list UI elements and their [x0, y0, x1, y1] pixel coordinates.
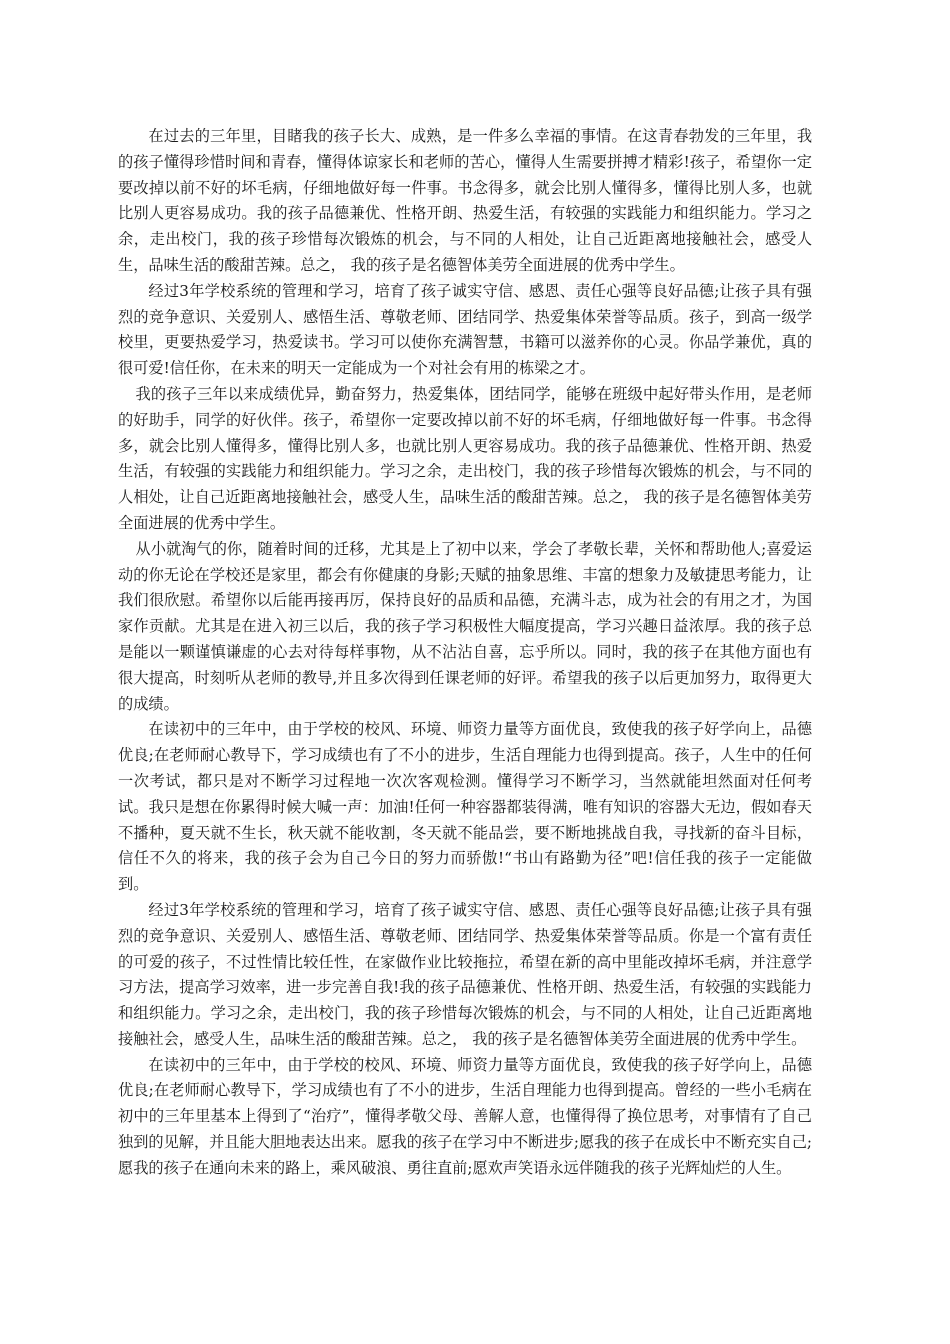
- paragraph-5: 在读初中的三年中，由于学校的校风、环境、师资力量等方面优良，致使我的孩子好学向上，品德优良;在老师耐心教导下，学习成绩也有了不小的进步，生活自理能力也得到提高。孩子，人生中的任何一次考试，都只是对不断学习过程地一次次客观检测。懂得学习不断学习，当然就能坦然面对任何考试。我只是想在你累得时候大喊一声：加油!任何一种容器都装得满，唯有知识的容器大无边，假如春天不播种，夏天就不生长，秋天就不能收割，冬天就不能品尝，要不断地挑战自我，寻找新的奋斗目标，信任不久的将来，我的孩子会为自己今日的努力而骄傲!“书山有路勤为径”吧!信任我的孩子一定能做到。: [118, 720, 812, 894]
- document-body: [118, 124, 812, 1182]
- paragraph-7: 在读初中的三年中，由于学校的校风、环境、师资力量等方面优良，致使我的孩子好学向上，品德优良;在老师耐心教导下，学习成绩也有了不小的进步，生活自理能力也得到提高。曾经的一些小毛病在初中的三年里基本上得到了“治疗”，懂得孝敬父母、善解人意，也懂得得了换位思考，对事情有了自己独到的见解，并且能大胆地表达出来。愿我的孩子在学习中不断进步;愿我的孩子在成长中不断充实自己;愿我的孩子在通向未来的路上，乘风破浪、勇往直前;愿欢声笑语永远伴随我的孩子光辉灿烂的人生。: [118, 1055, 812, 1177]
- paragraph-1: 在过去的三年里，目睹我的孩子长大、成熟，是一件多么幸福的事情。在这青春勃发的三年里，我的孩子懂得珍惜时间和青春，懂得体谅家长和老师的苦心，懂得人生需要拼搏才精彩!孩子，希望你一定要改掉以前不好的坏毛病，仔细地做好每一件事。书念得多，就会比别人懂得多，懂得比别人多，也就比别人更容易成功。我的孩子品德兼优、性格开朗、热爱生活，有较强的实践能力和组织能力。学习之余，走出校门，我的孩子珍惜每次锻炼的机会，与不同的人相处，让自己近距离地接触社会，感受人生，品味生活的酸甜苦辣。总之， 我的孩子是名德智体美劳全面进展的优秀中学生。: [118, 127, 812, 274]
- paragraph-4: 从小就淘气的你，随着时间的迁移，尤其是上了初中以来，学会了孝敬长辈，关怀和帮助他人;喜爱运动的你无论在学校还是家里，都会有你健康的身影;天赋的抽象思维、丰富的想象力及敏捷思考能力，让我们很欣慰。希望你以后能再接再厉，保持良好的品质和品德，充满斗志，成为社会的有用之才，为国家作贡献。尤其是在进入初三以后，我的孩子学习积极性大幅度提高，学习兴趣日益浓厚。我的孩子总是能以一颗谨慎谦虚的心去对待每样事物，从不沾沾自喜，忘乎所以。同时，我的孩子在其他方面也有很大提高，时刻听从老师的教导,并且多次得到任课老师的好评。希望我的孩子以后更加努力，取得更大的成绩。: [118, 539, 812, 713]
- paragraph-6: 经过3年学校系统的管理和学习，培育了孩子诚实守信、感恩、责任心强等良好品德;让孩子具有强烈的竞争意识、关爱别人、感悟生活、尊敬老师、团结同学、热爱集体荣誉等品质。你是一个富有责任的可爱的孩子，不过性情比较任性，在家做作业比较拖拉，希望在新的高中里能改掉坏毛病，并注意学习方法，提高学习效率，进一步完善自我!我的孩子品德兼优、性格开朗、热爱生活，有较强的实践能力和组织能力。学习之余，走出校门，我的孩子珍惜每次锻炼的机会，与不同的人相处，让自己近距离地接触社会，感受人生，品味生活的酸甜苦辣。总之， 我的孩子是名德智体美劳全面进展的优秀中学生。: [118, 900, 812, 1048]
- paragraph-2: 经过3年学校系统的管理和学习，培育了孩子诚实守信、感恩、责任心强等良好品德;让孩子具有强烈的竞争意识、关爱别人、感悟生活、尊敬老师、团结同学、热爱集体荣誉等品质。孩子，到高一级学校里，更要热爱学习，热爱读书。学习可以使你充满智慧，书籍可以滋养你的心灵。你品学兼优，真的很可爱!信任你，在未来的明天一定能成为一个对社会有用的栋梁之才。: [118, 281, 812, 378]
- paragraph-3: 我的孩子三年以来成绩优异，勤奋努力，热爱集体，团结同学，能够在班级中起好带头作用，是老师的好助手，同学的好伙伴。孩子，希望你一定要改掉以前不好的坏毛病，仔细地做好每一件事。书念得多，就会比别人懂得多，懂得比别人多，也就比别人更容易成功。我的孩子品德兼优、性格开朗、热爱生活，有较强的实践能力和组织能力。学习之余，走出校门，我的孩子珍惜每次锻炼的机会，与不同的人相处，让自己近距离地接触社会，感受人生，品味生活的酸甜苦辣。总之， 我的孩子是名德智体美劳全面进展的优秀中学生。: [118, 384, 812, 532]
